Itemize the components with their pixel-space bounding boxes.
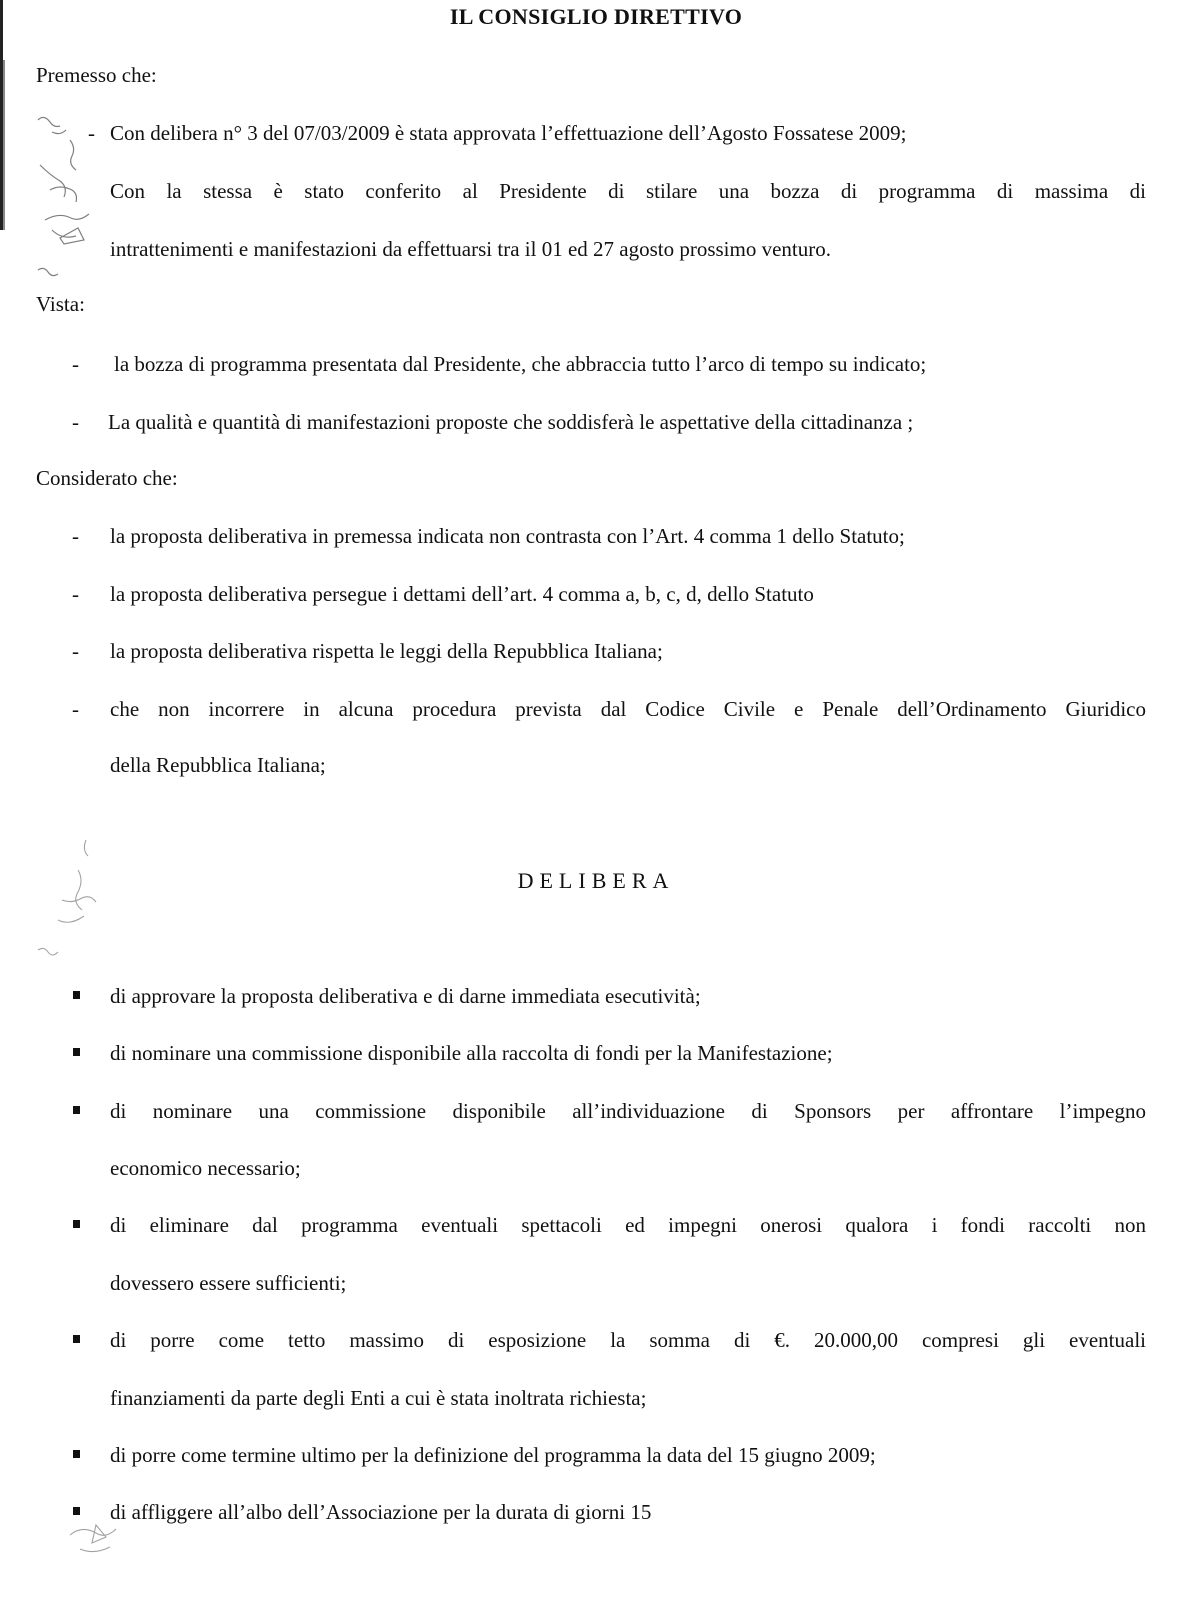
premesso-item-1: Con delibera n° 3 del 07/03/2009 è stata approvata l’effettuazione dell’Agosto Fossatese 2009; [110, 121, 907, 145]
premesso-item-2: Con la stessa è stato conferito al Presidente di stilare una bozza di programma di massima di [110, 179, 1146, 203]
premesso-item-2-continued: intrattenimenti e manifestazioni da effettuarsi tra il 01 ed 27 agosto prossimo venturo. [110, 237, 832, 261]
delibera-item-1: di approvare la proposta deliberativa e di darne immediata esecutività; [110, 984, 701, 1008]
list-dash: - [72, 697, 79, 721]
delibera-item-7: di affliggere all’albo dell’Associazione per la durata di giorni 15 [110, 1500, 652, 1524]
considerato-item-2: la proposta deliberativa persegue i dettami dell’art. 4 comma a, b, c, d, dello Statuto [110, 582, 814, 606]
section-heading-considerato: Considerato che: [36, 466, 178, 490]
bullet-square [73, 1335, 80, 1343]
list-dash: - [72, 524, 79, 548]
bullet-square [73, 1048, 80, 1056]
delibera-item-4: di eliminare dal programma eventuali spettacoli ed impegni onerosi qualora i fondi raccolti non [110, 1213, 1146, 1237]
stamp-mark [28, 830, 118, 970]
delibera-item-3: di nominare una commissione disponibile all’individuazione di Sponsors per affrontare l’impegno [110, 1099, 1146, 1123]
delibera-heading: DELIBERA [517, 868, 675, 893]
list-dash: - [72, 352, 79, 376]
delibera-item-3-continued: economico necessario; [110, 1156, 301, 1180]
list-dash: - [88, 121, 95, 145]
list-dash: - [72, 410, 79, 434]
delibera-item-5-continued: finanziamenti da parte degli Enti a cui è stata inoltrata richiesta; [110, 1386, 647, 1410]
bullet-square [73, 991, 80, 999]
delibera-item-4-continued: dovessero essere sufficienti; [110, 1271, 347, 1295]
list-dash: - [72, 639, 79, 663]
vista-item-2: La qualità e quantità di manifestazioni proposte che soddisferà le aspettative della cittadinanza ; [108, 410, 914, 434]
section-heading-vista: Vista: [36, 292, 85, 316]
scan-edge-mark [3, 60, 5, 230]
delibera-item-2: di nominare una commissione disponibile alla raccolta di fondi per la Manifestazione; [110, 1041, 833, 1065]
vista-item-1: la bozza di programma presentata dal Presidente, che abbraccia tutto l’arco di tempo su indicato; [114, 352, 927, 376]
stamp-mark [40, 1505, 140, 1565]
considerato-item-1: la proposta deliberativa in premessa indicata non contrasta con l’Art. 4 comma 1 dello Statuto; [110, 524, 905, 548]
considerato-item-4-continued: della Repubblica Italiana; [110, 753, 326, 777]
delibera-item-5: di porre come tetto massimo di esposizione la somma di €. 20.000,00 compresi gli eventuali [110, 1328, 1146, 1352]
bullet-square [73, 1450, 80, 1458]
document-title: IL CONSIGLIO DIRETTIVO [449, 4, 743, 29]
considerato-item-4: che non incorrere in alcuna procedura prevista dal Codice Civile e Penale dell’Ordinamento Giuridico [110, 697, 1146, 721]
stamp-mark [30, 110, 110, 300]
considerato-item-3: la proposta deliberativa rispetta le leggi della Repubblica Italiana; [110, 639, 663, 663]
bullet-square [73, 1106, 80, 1114]
list-dash: - [72, 582, 79, 606]
section-heading-premesso: Premesso che: [36, 63, 157, 87]
delibera-item-6: di porre come termine ultimo per la definizione del programma la data del 15 giugno 2009; [110, 1443, 876, 1467]
bullet-square [73, 1220, 80, 1228]
